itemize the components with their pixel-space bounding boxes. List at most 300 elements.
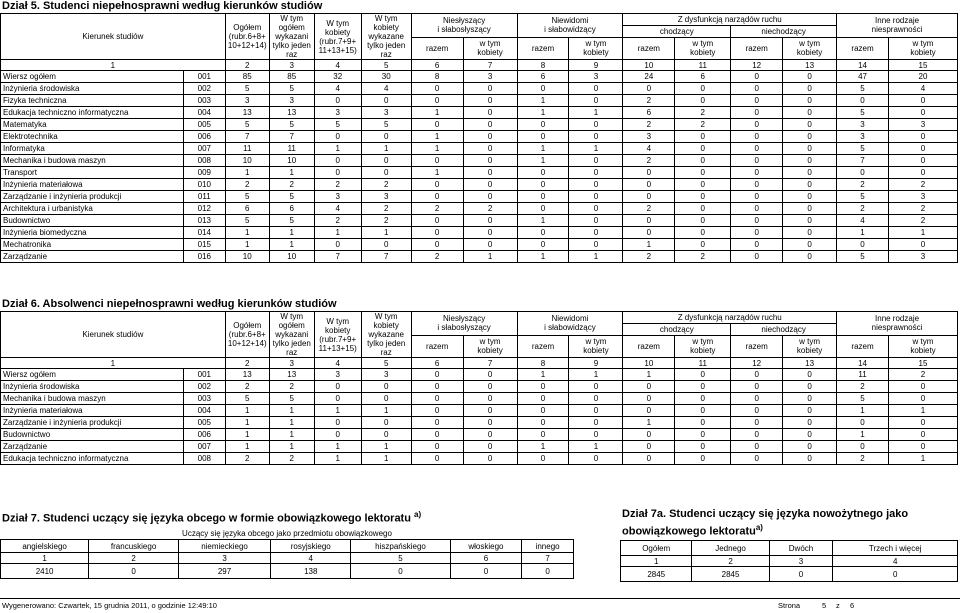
row-value: 0 bbox=[463, 227, 517, 239]
row-value: 3 bbox=[623, 131, 675, 143]
table-section-5 bbox=[0, 13, 958, 263]
column-number: 9 bbox=[569, 60, 623, 71]
row-value: 10 bbox=[269, 251, 314, 263]
row-value: 0 bbox=[675, 453, 731, 465]
row-value: 0 bbox=[517, 131, 569, 143]
row-value: 0 bbox=[783, 155, 837, 167]
row-value: 0 bbox=[731, 441, 783, 453]
row-value: 0 bbox=[361, 167, 411, 179]
chodzacy-header: chodzący bbox=[623, 323, 731, 335]
column-number: 13 bbox=[783, 60, 837, 71]
row-value: 0 bbox=[888, 417, 957, 429]
row-value: 0 bbox=[517, 179, 569, 191]
wtym-kobiety-subheader: w tym kobiety bbox=[888, 37, 957, 59]
row-value: 0 bbox=[675, 167, 731, 179]
row-value: 11 bbox=[225, 143, 269, 155]
count-value: 2845 bbox=[692, 567, 769, 582]
row-value: 85 bbox=[225, 71, 269, 83]
table-section-6 bbox=[0, 311, 958, 465]
row-value: 2 bbox=[888, 203, 957, 215]
row-value: 0 bbox=[411, 369, 463, 381]
column-number: 4 bbox=[314, 358, 361, 369]
row-value: 1 bbox=[569, 143, 623, 155]
razem-header: razem bbox=[837, 335, 889, 357]
row-value: 0 bbox=[411, 179, 463, 191]
row-value: 0 bbox=[463, 95, 517, 107]
row-value: 5 bbox=[837, 83, 889, 95]
row-value: 5 bbox=[837, 107, 889, 119]
row-value: 0 bbox=[463, 405, 517, 417]
row-label: Inżynieria materiałowa bbox=[1, 405, 184, 417]
row-value: 0 bbox=[888, 393, 957, 405]
row-label: Informatyka bbox=[1, 143, 184, 155]
row-value: 7 bbox=[837, 155, 889, 167]
row-value: 0 bbox=[463, 191, 517, 203]
row-value: 1 bbox=[569, 369, 623, 381]
table-5-header bbox=[1, 14, 958, 71]
row-value: 2 bbox=[623, 119, 675, 131]
row-value: 0 bbox=[569, 155, 623, 167]
row-value: 1 bbox=[269, 441, 314, 453]
table-row bbox=[1, 441, 958, 453]
footnote-marker: a) bbox=[755, 523, 763, 532]
row-value: 5 bbox=[314, 119, 361, 131]
row-value: 0 bbox=[314, 167, 361, 179]
row-value: 0 bbox=[783, 167, 837, 179]
wtym-kobiety-header: W tym kobiety (rubr.7+9+ 11+13+15) bbox=[314, 14, 361, 60]
row-value: 1 bbox=[517, 441, 569, 453]
razem-header: razem bbox=[517, 335, 569, 357]
razem-header: razem bbox=[411, 335, 463, 357]
row-value: 1 bbox=[225, 417, 269, 429]
language-value: 138 bbox=[271, 564, 351, 579]
table-row bbox=[1, 131, 958, 143]
column-number: 1 bbox=[1, 553, 89, 564]
language-header: francuskiego bbox=[89, 540, 179, 553]
row-value: 2 bbox=[623, 251, 675, 263]
language-value: 0 bbox=[450, 564, 522, 579]
column-number: 11 bbox=[675, 60, 731, 71]
row-value: 0 bbox=[731, 143, 783, 155]
row-value: 0 bbox=[731, 191, 783, 203]
row-value: 0 bbox=[731, 453, 783, 465]
row-value: 0 bbox=[569, 381, 623, 393]
row-value: 1 bbox=[463, 251, 517, 263]
row-value: 0 bbox=[463, 441, 517, 453]
section-6-title: Dział 6. Absolwenci niepełnosprawni według kierunków studiów bbox=[2, 298, 337, 310]
table-row bbox=[1, 417, 958, 429]
dysfunkcja-header: Z dysfunkcją narządów ruchu bbox=[623, 14, 837, 26]
row-value: 0 bbox=[731, 83, 783, 95]
column-number: 11 bbox=[675, 358, 731, 369]
row-value: 1 bbox=[888, 227, 957, 239]
column-number: 3 bbox=[769, 556, 833, 567]
row-value: 0 bbox=[314, 95, 361, 107]
column-number: 4 bbox=[314, 60, 361, 71]
row-label: Mechatronika bbox=[1, 239, 184, 251]
row-value: 0 bbox=[837, 441, 889, 453]
row-value: 0 bbox=[569, 239, 623, 251]
column-number: 3 bbox=[269, 358, 314, 369]
row-value: 3 bbox=[837, 119, 889, 131]
row-value: 1 bbox=[225, 239, 269, 251]
row-value: 1 bbox=[623, 369, 675, 381]
row-code: 011 bbox=[183, 191, 225, 203]
language-value: 0 bbox=[89, 564, 179, 579]
section-7-title: Dział 7. Studenci uczący się języka obcego w formie obowiązkowego lektoratu $^{a)}$ bbox=[2, 510, 422, 525]
row-value: 0 bbox=[623, 167, 675, 179]
row-value: 0 bbox=[837, 239, 889, 251]
count-values bbox=[621, 567, 958, 582]
row-label: Wiersz ogółem bbox=[1, 369, 184, 381]
row-value: 0 bbox=[783, 369, 837, 381]
row-value: 0 bbox=[783, 71, 837, 83]
row-value: 0 bbox=[411, 393, 463, 405]
wtym-kobiety-subheader: w tym kobiety bbox=[783, 37, 837, 59]
row-label: Transport bbox=[1, 167, 184, 179]
row-value: 1 bbox=[269, 167, 314, 179]
row-value: 0 bbox=[517, 381, 569, 393]
row-value: 0 bbox=[783, 107, 837, 119]
row-value: 1 bbox=[837, 429, 889, 441]
table-row bbox=[1, 167, 958, 179]
footnote-marker: a) bbox=[414, 510, 422, 519]
row-value: 0 bbox=[411, 227, 463, 239]
row-value: 0 bbox=[783, 239, 837, 251]
row-value: 0 bbox=[569, 203, 623, 215]
row-label: Zarządzanie i inżynieria produkcji bbox=[1, 417, 184, 429]
table-row bbox=[1, 227, 958, 239]
row-value: 0 bbox=[731, 203, 783, 215]
row-value: 0 bbox=[623, 83, 675, 95]
row-value: 30 bbox=[361, 71, 411, 83]
row-value: 1 bbox=[269, 239, 314, 251]
count-header: Dwóch bbox=[769, 541, 833, 556]
table-row bbox=[1, 83, 958, 95]
row-value: 0 bbox=[411, 119, 463, 131]
row-value: 7 bbox=[314, 251, 361, 263]
column-number: 2 bbox=[89, 553, 179, 564]
language-header: włoskiego bbox=[450, 540, 522, 553]
row-value: 1 bbox=[411, 107, 463, 119]
language-value: 297 bbox=[178, 564, 270, 579]
row-value: 0 bbox=[517, 417, 569, 429]
count-header: Ogółem bbox=[621, 541, 692, 556]
row-value: 11 bbox=[269, 143, 314, 155]
row-value: 0 bbox=[731, 429, 783, 441]
table-section-7a bbox=[620, 540, 958, 582]
row-value: 0 bbox=[623, 227, 675, 239]
row-value: 0 bbox=[675, 429, 731, 441]
row-value: 0 bbox=[314, 393, 361, 405]
row-value: 2 bbox=[225, 381, 269, 393]
row-value: 2 bbox=[463, 203, 517, 215]
row-value: 0 bbox=[314, 131, 361, 143]
column-number: 9 bbox=[569, 358, 623, 369]
row-value: 1 bbox=[225, 405, 269, 417]
row-value: 0 bbox=[569, 95, 623, 107]
row-value: 0 bbox=[463, 131, 517, 143]
dysfunkcja-header: Z dysfunkcją narządów ruchu bbox=[623, 312, 837, 324]
row-value: 0 bbox=[675, 143, 731, 155]
row-value: 0 bbox=[361, 381, 411, 393]
row-value: 2 bbox=[675, 251, 731, 263]
row-label: Zarządzanie bbox=[1, 441, 184, 453]
razem-header: razem bbox=[837, 37, 889, 59]
row-code: 015 bbox=[183, 239, 225, 251]
table-6-header bbox=[1, 312, 958, 369]
section-7a-title: Dział 7a. Studenci uczący się języka nowożytnego jako obowiązkowego lektoratu$^{a)}$ bbox=[622, 508, 909, 538]
row-value: 0 bbox=[623, 453, 675, 465]
row-value: 0 bbox=[623, 405, 675, 417]
row-value: 5 bbox=[225, 393, 269, 405]
wtym-kobiety-subheader: w tym kobiety bbox=[463, 335, 517, 357]
row-value: 0 bbox=[783, 191, 837, 203]
row-value: 0 bbox=[411, 155, 463, 167]
row-value: 0 bbox=[569, 453, 623, 465]
row-code: 001 bbox=[183, 71, 225, 83]
row-value: 0 bbox=[731, 95, 783, 107]
row-value: 0 bbox=[888, 155, 957, 167]
niechodzacy-header: niechodzący bbox=[731, 323, 837, 335]
row-value: 0 bbox=[463, 215, 517, 227]
row-value: 2 bbox=[837, 203, 889, 215]
row-value: 10 bbox=[225, 155, 269, 167]
row-value: 6 bbox=[517, 71, 569, 83]
row-value: 1 bbox=[361, 441, 411, 453]
chodzacy-header: chodzący bbox=[623, 25, 731, 37]
row-value: 0 bbox=[569, 215, 623, 227]
row-value: 7 bbox=[361, 251, 411, 263]
column-number: 4 bbox=[833, 556, 958, 567]
row-value: 4 bbox=[314, 203, 361, 215]
table-row bbox=[1, 453, 958, 465]
row-value: 4 bbox=[623, 143, 675, 155]
row-value: 0 bbox=[783, 429, 837, 441]
row-value: 0 bbox=[675, 239, 731, 251]
language-headers bbox=[1, 540, 574, 553]
row-value: 2 bbox=[888, 369, 957, 381]
inne-header: Inne rodzaje niesprawności bbox=[837, 312, 958, 336]
row-value: 1 bbox=[411, 143, 463, 155]
row-value: 3 bbox=[888, 251, 957, 263]
row-value: 0 bbox=[361, 239, 411, 251]
row-value: 3 bbox=[361, 191, 411, 203]
row-value: 1 bbox=[314, 453, 361, 465]
table-row bbox=[1, 191, 958, 203]
row-value: 3 bbox=[314, 191, 361, 203]
row-value: 0 bbox=[888, 239, 957, 251]
count-value: 0 bbox=[769, 567, 833, 582]
row-label: Zarządzanie i inżynieria produkcji bbox=[1, 191, 184, 203]
column-number: 8 bbox=[517, 60, 569, 71]
row-value: 1 bbox=[314, 441, 361, 453]
row-value: 0 bbox=[569, 131, 623, 143]
language-header: angielskiego bbox=[1, 540, 89, 553]
row-value: 5 bbox=[225, 215, 269, 227]
row-value: 0 bbox=[411, 417, 463, 429]
column-numbers bbox=[1, 553, 574, 564]
table-row bbox=[1, 369, 958, 381]
row-value: 0 bbox=[731, 119, 783, 131]
row-value: 7 bbox=[225, 131, 269, 143]
row-value: 1 bbox=[225, 429, 269, 441]
table-row bbox=[1, 119, 958, 131]
row-value: 0 bbox=[783, 227, 837, 239]
row-value: 3 bbox=[314, 369, 361, 381]
row-value: 1 bbox=[361, 143, 411, 155]
nieslyszacy-header: Niesłyszący i słabosłyszący bbox=[411, 14, 517, 38]
table-row bbox=[1, 429, 958, 441]
row-value: 2 bbox=[314, 215, 361, 227]
row-value: 5 bbox=[269, 119, 314, 131]
row-value: 0 bbox=[361, 155, 411, 167]
row-value: 0 bbox=[675, 95, 731, 107]
row-value: 0 bbox=[411, 83, 463, 95]
row-value: 0 bbox=[675, 155, 731, 167]
column-number: 14 bbox=[837, 60, 889, 71]
row-value: 2 bbox=[314, 179, 361, 191]
row-value: 0 bbox=[675, 393, 731, 405]
row-value: 0 bbox=[411, 191, 463, 203]
row-value: 1 bbox=[269, 405, 314, 417]
column-number: 14 bbox=[837, 358, 889, 369]
row-value: 0 bbox=[783, 179, 837, 191]
row-value: 0 bbox=[783, 453, 837, 465]
row-value: 1 bbox=[361, 405, 411, 417]
row-value: 3 bbox=[225, 95, 269, 107]
row-value: 0 bbox=[463, 179, 517, 191]
row-value: 3 bbox=[888, 191, 957, 203]
column-number: 5 bbox=[361, 358, 411, 369]
row-value: 2 bbox=[361, 203, 411, 215]
row-value: 0 bbox=[463, 393, 517, 405]
razem-header: razem bbox=[731, 37, 783, 59]
row-value: 0 bbox=[411, 405, 463, 417]
row-label: Inżynieria biomedyczna bbox=[1, 227, 184, 239]
row-value: 7 bbox=[269, 131, 314, 143]
row-value: 4 bbox=[361, 83, 411, 95]
row-value: 0 bbox=[517, 203, 569, 215]
column-number: 3 bbox=[178, 553, 270, 564]
row-value: 0 bbox=[361, 429, 411, 441]
language-value: 2410 bbox=[1, 564, 89, 579]
table-row bbox=[1, 143, 958, 155]
table-row bbox=[1, 95, 958, 107]
row-value: 0 bbox=[569, 417, 623, 429]
row-value: 0 bbox=[675, 203, 731, 215]
row-value: 0 bbox=[623, 429, 675, 441]
row-value: 3 bbox=[837, 131, 889, 143]
row-value: 3 bbox=[269, 95, 314, 107]
row-value: 1 bbox=[569, 251, 623, 263]
language-header: innego bbox=[522, 540, 574, 553]
row-value: 0 bbox=[517, 191, 569, 203]
row-code: 003 bbox=[183, 393, 225, 405]
row-value: 0 bbox=[314, 155, 361, 167]
row-value: 10 bbox=[225, 251, 269, 263]
row-value: 0 bbox=[361, 95, 411, 107]
row-value: 0 bbox=[463, 83, 517, 95]
wtym-kobiety-subheader: w tym kobiety bbox=[675, 37, 731, 59]
row-value: 0 bbox=[675, 369, 731, 381]
row-value: 5 bbox=[225, 119, 269, 131]
row-value: 0 bbox=[569, 167, 623, 179]
row-value: 1 bbox=[411, 131, 463, 143]
table-row bbox=[1, 107, 958, 119]
row-value: 13 bbox=[225, 369, 269, 381]
row-value: 0 bbox=[517, 119, 569, 131]
row-value: 0 bbox=[783, 215, 837, 227]
column-number: 1 bbox=[621, 556, 692, 567]
kierunek-header: Kierunek studiów bbox=[1, 14, 226, 60]
row-code: 006 bbox=[183, 429, 225, 441]
row-value: 0 bbox=[463, 239, 517, 251]
row-value: 2 bbox=[623, 155, 675, 167]
row-value: 0 bbox=[314, 429, 361, 441]
row-value: 1 bbox=[269, 417, 314, 429]
row-value: 1 bbox=[314, 405, 361, 417]
row-value: 5 bbox=[361, 119, 411, 131]
column-number: 13 bbox=[783, 358, 837, 369]
column-number: 10 bbox=[623, 60, 675, 71]
row-value: 0 bbox=[783, 251, 837, 263]
row-value: 0 bbox=[623, 215, 675, 227]
row-value: 0 bbox=[888, 429, 957, 441]
column-number: 1 bbox=[1, 60, 226, 71]
row-value: 0 bbox=[675, 179, 731, 191]
row-label: Matematyka bbox=[1, 119, 184, 131]
row-value: 4 bbox=[314, 83, 361, 95]
row-value: 0 bbox=[888, 131, 957, 143]
row-value: 24 bbox=[623, 71, 675, 83]
row-value: 0 bbox=[411, 95, 463, 107]
row-value: 0 bbox=[675, 215, 731, 227]
column-number: 6 bbox=[411, 358, 463, 369]
row-value: 0 bbox=[888, 167, 957, 179]
row-code: 002 bbox=[183, 83, 225, 95]
row-label: Edukacja techniczno informatyczna bbox=[1, 453, 184, 465]
row-value: 0 bbox=[783, 95, 837, 107]
row-value: 0 bbox=[731, 239, 783, 251]
row-code: 012 bbox=[183, 203, 225, 215]
row-value: 0 bbox=[411, 215, 463, 227]
row-code: 008 bbox=[183, 453, 225, 465]
column-number: 5 bbox=[361, 60, 411, 71]
column-number: 6 bbox=[450, 553, 522, 564]
row-value: 2 bbox=[361, 215, 411, 227]
row-label: Inżynieria środowiska bbox=[1, 83, 184, 95]
row-value: 0 bbox=[361, 131, 411, 143]
row-value: 6 bbox=[269, 203, 314, 215]
row-value: 0 bbox=[675, 405, 731, 417]
table-6-body bbox=[1, 369, 958, 465]
table-row bbox=[1, 405, 958, 417]
column-number: 10 bbox=[623, 358, 675, 369]
section-5-title: Dział 5. Studenci niepełnosprawni według kierunków studiów bbox=[2, 0, 323, 12]
row-value: 0 bbox=[731, 155, 783, 167]
row-value: 0 bbox=[783, 441, 837, 453]
row-value: 13 bbox=[269, 369, 314, 381]
row-label: Inżynieria środowiska bbox=[1, 381, 184, 393]
column-numbers bbox=[621, 556, 958, 567]
row-value: 2 bbox=[675, 119, 731, 131]
row-value: 4 bbox=[888, 83, 957, 95]
row-value: 2 bbox=[225, 179, 269, 191]
row-value: 0 bbox=[731, 167, 783, 179]
column-number: 3 bbox=[269, 60, 314, 71]
row-value: 1 bbox=[888, 453, 957, 465]
